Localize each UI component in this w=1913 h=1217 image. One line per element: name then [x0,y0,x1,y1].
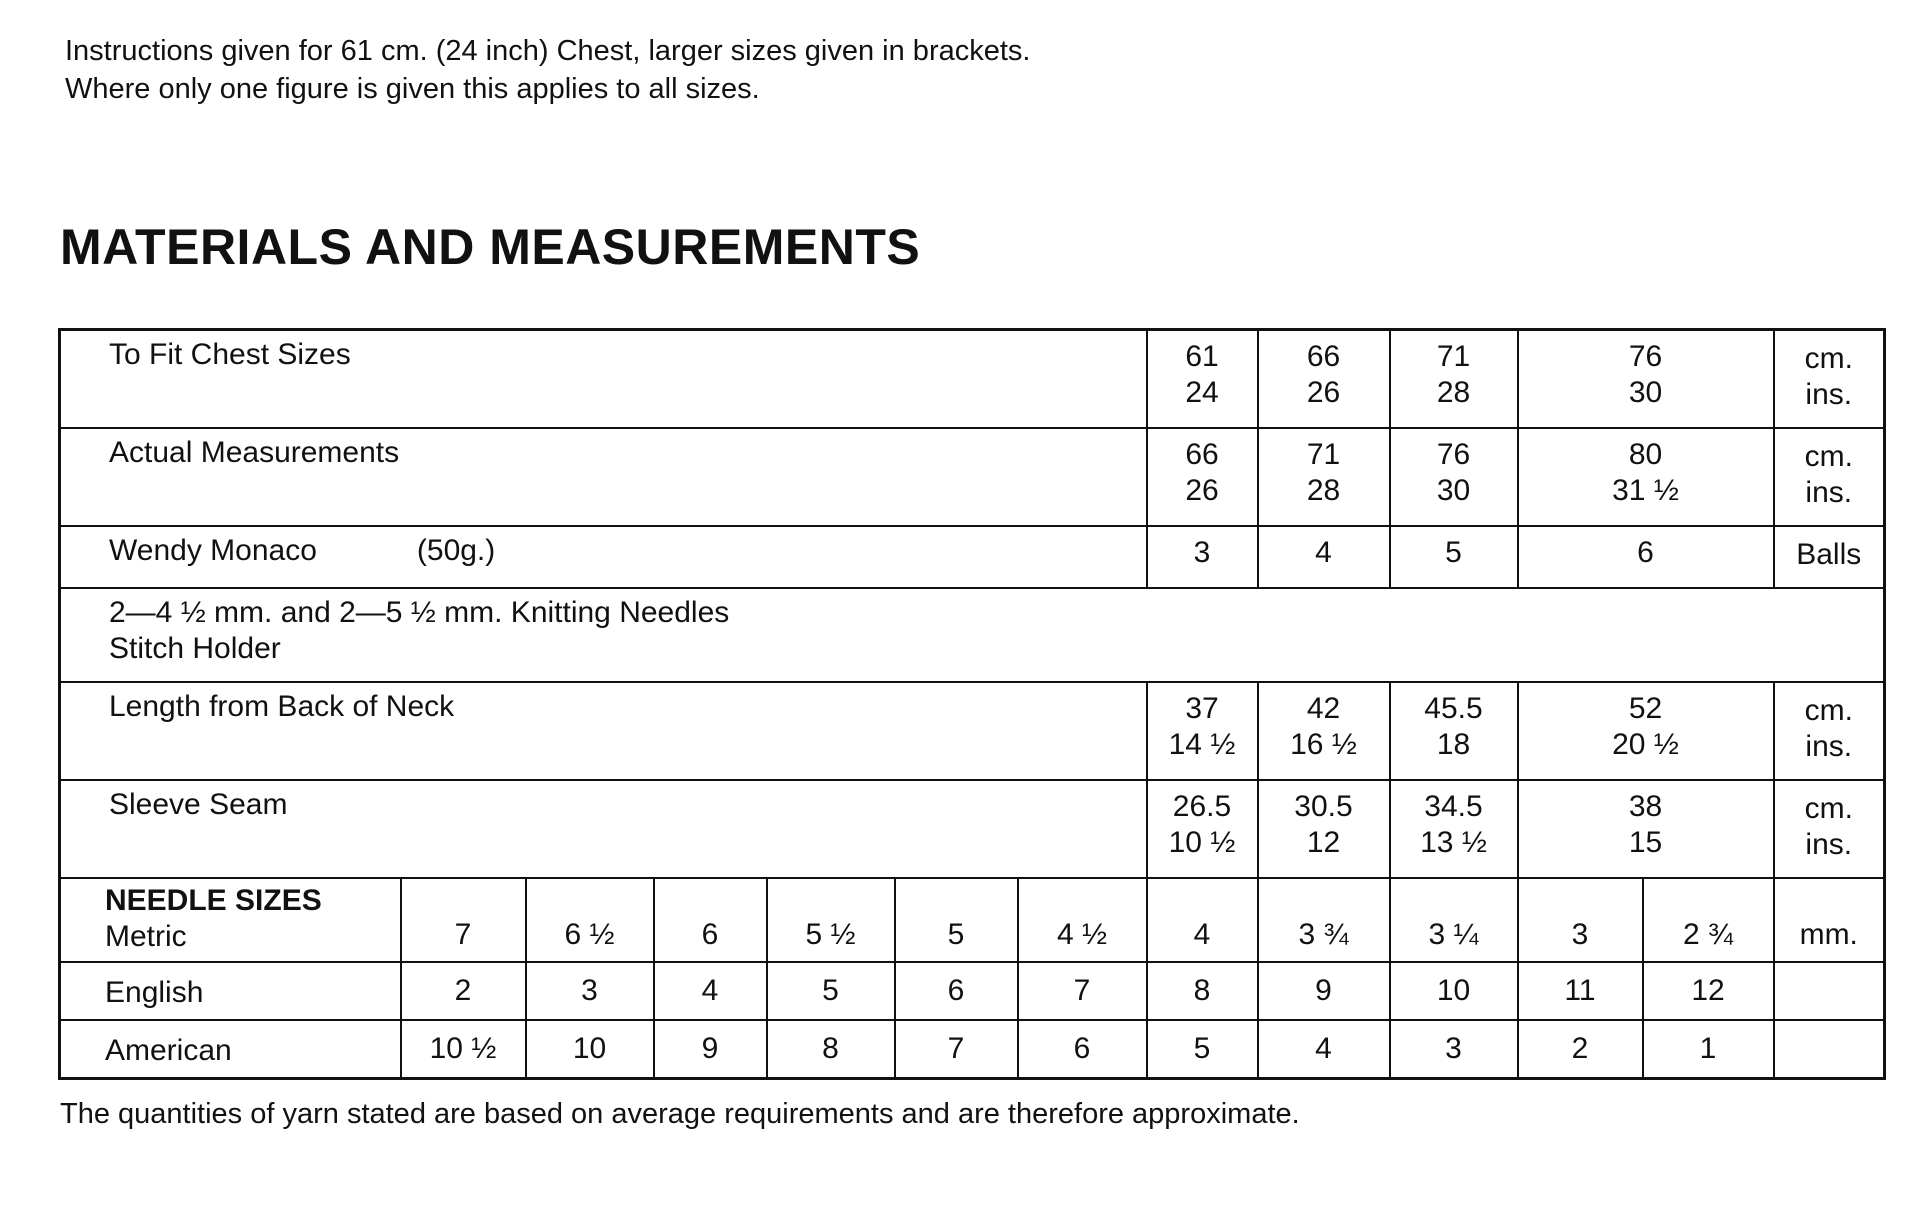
needle-english-row [60,962,1885,1020]
american-size: 6 [1018,1020,1147,1079]
materials-table [58,328,1886,1080]
needles-line: 2—4 ½ mm. and 2—5 ½ mm. Knitting Needles [109,596,730,629]
english-size: 8 [1147,962,1258,1020]
english-size: 4 [654,962,767,1020]
sleeve-size-1: 26.5 10 ½ [1147,780,1258,878]
chest-unit: cm. ins. [1774,330,1885,429]
actual-label: Actual Measurements [60,428,1147,526]
sleeve-row [60,780,1885,878]
chest-size-2: 66 26 [1258,330,1390,429]
english-size: 7 [1018,962,1147,1020]
chest-row [60,330,1885,429]
chest-label: To Fit Chest Sizes [60,330,1147,429]
english-label: English [60,962,401,1020]
metric-size: 4 [1147,878,1258,962]
american-size: 10 [526,1020,654,1079]
american-unit-empty [1774,1020,1885,1079]
chest-size-1: 61 24 [1147,330,1258,429]
intro-line-2: Where only one figure is given this applies to all sizes. [65,73,760,105]
american-size: 1 [1643,1020,1774,1079]
chest-size-4: 76 30 [1518,330,1774,429]
metric-size: 2 ¾ [1643,878,1774,962]
footnote: The quantities of yarn stated are based on average requirements and are therefore approximate. [60,1098,1300,1130]
english-size: 2 [401,962,526,1020]
metric-size: 6 ½ [526,878,654,962]
chest-size-3: 71 28 [1390,330,1518,429]
equipment-row [60,588,1885,682]
needle-sizes-title: NEEDLE SIZES [105,884,322,917]
yarn-label: Wendy Monaco (50g.) [60,526,1147,588]
yarn-row [60,526,1885,588]
metric-size: 5 [895,878,1018,962]
american-size: 4 [1258,1020,1390,1079]
actual-row [60,428,1885,526]
english-size: 12 [1643,962,1774,1020]
actual-unit: cm. ins. [1774,428,1885,526]
english-size: 10 [1390,962,1518,1020]
length-size-2: 42 16 ½ [1258,682,1390,780]
metric-size: 3 [1518,878,1643,962]
metric-size: 5 ½ [767,878,895,962]
needle-metric-row [60,878,1885,962]
sleeve-unit: cm. ins. [1774,780,1885,878]
metric-label: Metric [105,920,187,953]
length-unit: cm. ins. [1774,682,1885,780]
english-size: 6 [895,962,1018,1020]
actual-size-4: 80 31 ½ [1518,428,1774,526]
metric-size: 4 ½ [1018,878,1147,962]
stitch-holder-line: Stitch Holder [109,632,281,665]
english-size: 9 [1258,962,1390,1020]
english-size: 5 [767,962,895,1020]
actual-size-3: 76 30 [1390,428,1518,526]
sleeve-size-2: 30.5 12 [1258,780,1390,878]
length-size-1: 37 14 ½ [1147,682,1258,780]
american-size: 8 [767,1020,895,1079]
section-heading: MATERIALS AND MEASUREMENTS [60,219,921,275]
yarn-balls-4: 6 [1518,526,1774,588]
american-size: 2 [1518,1020,1643,1079]
length-row [60,682,1885,780]
actual-size-1: 66 26 [1147,428,1258,526]
length-label: Length from Back of Neck [60,682,1147,780]
needle-sizes-label [60,878,401,962]
length-size-3: 45.5 18 [1390,682,1518,780]
american-label: American [60,1020,401,1079]
sleeve-size-3: 34.5 13 ½ [1390,780,1518,878]
metric-size: 3 ¼ [1390,878,1518,962]
yarn-unit: Balls [1774,526,1885,588]
american-size: 9 [654,1020,767,1079]
intro-text [65,32,1030,108]
actual-size-2: 71 28 [1258,428,1390,526]
english-size: 3 [526,962,654,1020]
metric-size: 3 ¾ [1258,878,1390,962]
yarn-balls-3: 5 [1390,526,1518,588]
metric-size: 6 [654,878,767,962]
yarn-balls-1: 3 [1147,526,1258,588]
american-size: 3 [1390,1020,1518,1079]
intro-line-1: Instructions given for 61 cm. (24 inch) Chest, larger sizes given in brackets. [65,35,1031,67]
metric-size: 7 [401,878,526,962]
yarn-weight: (50g.) [416,534,496,567]
equipment-text [60,588,1885,682]
english-unit-empty [1774,962,1885,1020]
american-size: 10 ½ [401,1020,526,1079]
sleeve-label: Sleeve Seam [60,780,1147,878]
english-size: 11 [1518,962,1643,1020]
american-size: 7 [895,1020,1018,1079]
american-size: 5 [1147,1020,1258,1079]
sleeve-size-4: 38 15 [1518,780,1774,878]
yarn-balls-2: 4 [1258,526,1390,588]
metric-unit: mm. [1774,878,1885,962]
needle-american-row [60,1020,1885,1079]
length-size-4: 52 20 ½ [1518,682,1774,780]
